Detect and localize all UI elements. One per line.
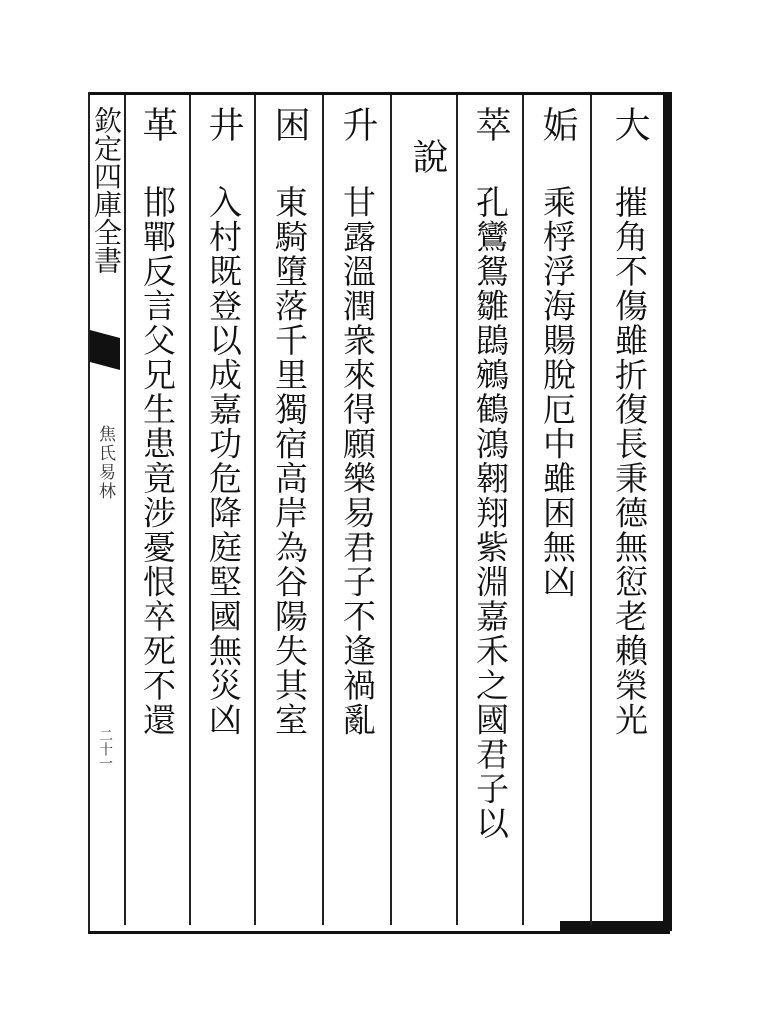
- heading-shuo: 說: [407, 138, 448, 174]
- hexagram-label-da: 大: [609, 106, 650, 142]
- verse-cui: 孔鸞鴛雛鵾鵷鶴鴻翱翔紫淵嘉禾之國君子以: [471, 185, 510, 841]
- verse-jing: 入村既登以成嘉功危降庭堅國無災凶: [204, 185, 243, 737]
- verse-kun: 東騎墮落千里獨宿高岸為谷陽失其室: [270, 185, 309, 737]
- verse-sheng: 甘露溫潤衆來得願樂易君子不逢禍亂: [338, 185, 377, 737]
- hexagram-label-kun: 困: [269, 106, 310, 142]
- column-rule: [254, 95, 256, 925]
- verse-da: 摧角不傷雖折復長秉德無愆老賴榮光: [610, 185, 649, 737]
- hexagram-label-cui: 萃: [470, 106, 511, 142]
- column-rule: [189, 95, 191, 925]
- hexagram-label-ge: 革: [137, 106, 178, 142]
- page-number: 二十一: [97, 728, 113, 770]
- hexagram-label-jing: 井: [203, 106, 244, 142]
- column-rule: [390, 95, 392, 925]
- hexagram-label-gou: 姤: [537, 106, 578, 142]
- frame-right-border: [663, 92, 672, 931]
- column-rule: [522, 95, 524, 925]
- book-title: 焦氏易林: [95, 425, 115, 501]
- column-rule: [456, 95, 458, 925]
- hexagram-label-sheng: 升: [337, 106, 378, 142]
- column-rule: [322, 95, 324, 925]
- verse-gou: 乘桴浮海𧶽脫厄中雖困無凶: [538, 185, 577, 599]
- column-rule: [590, 95, 592, 925]
- collection-title: 欽定四庫全書: [90, 106, 123, 274]
- verse-ge: 邯鄲反言父兄生患竟涉憂恨卒死不還: [138, 185, 177, 737]
- bottom-edge-mark: [560, 921, 670, 931]
- column-rule: [124, 95, 126, 925]
